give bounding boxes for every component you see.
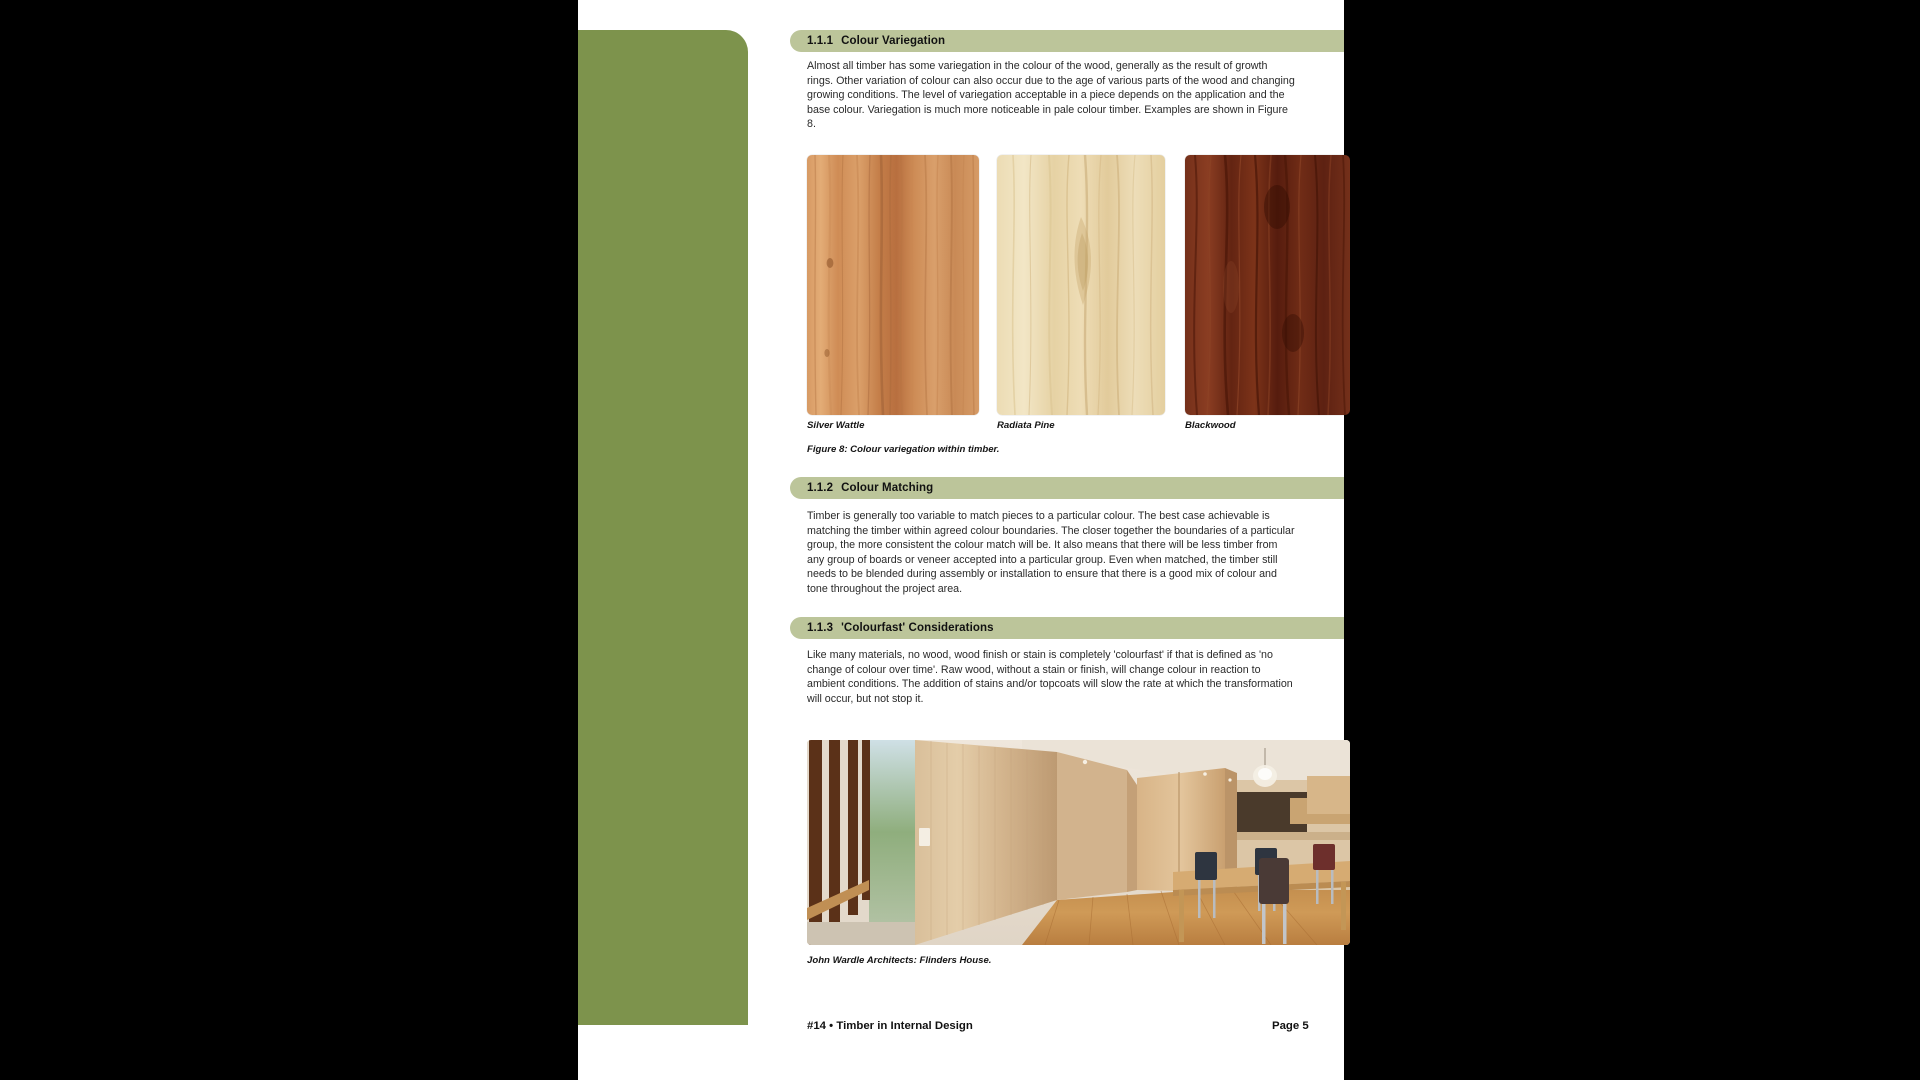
footer-page-number: Page 5 [1272, 1020, 1309, 1032]
caption-radiata-pine: Radiata Pine [997, 420, 1055, 431]
blackwood-grain [1185, 155, 1350, 415]
page-content-column [790, 0, 1344, 1080]
photo-caption: John Wardle Architects: Flinders House. [807, 955, 992, 966]
swatch-radiata-pine [997, 155, 1165, 415]
flinders-house-illustration [807, 740, 1350, 945]
section-heading-1-1-2 [790, 477, 1344, 499]
section-number: 1.1.3 [807, 622, 834, 634]
swatch-silver-wattle [807, 155, 979, 415]
swatch-blackwood [1185, 155, 1350, 415]
footer-publication: #14 • Timber in Internal Design [807, 1020, 973, 1032]
section-title: Colour Matching [841, 482, 934, 494]
section-number: 1.1.2 [807, 482, 834, 494]
radiata-pine-grain [997, 155, 1165, 415]
section-title: 'Colourfast' Considerations [841, 622, 994, 634]
paragraph-colour-variegation: Almost all timber has some variegation in the colour of the wood, generally as the result of growth rings. Other variation of colour can also occur due to the age of various parts of the wood and changing growing conditions. The level of variegation acceptable in a piece depends on the application and the base colour. Variegation is much more noticeable in pale colour timber. Examples are shown in Figure 8. [807, 60, 1295, 131]
section-heading-1-1-1 [790, 30, 1344, 52]
section-heading-1-1-3 [790, 617, 1344, 639]
paragraph-colourfast: Like many materials, no wood, wood finish or stain is completely 'colourfast' if that is defined as 'no change of colour over time'. Raw wood, without a stain or finish, will change colour in reaction to ambient conditions. The addition of stains and/or topcoats will slow the rate at which the transformation will occur, but not stop it. [807, 649, 1293, 705]
photo-flinders-house [807, 740, 1350, 945]
document-page [578, 0, 1344, 1080]
figure-8-caption: Figure 8: Colour variegation within timber. [807, 444, 1000, 455]
silver-wattle-grain [807, 155, 979, 415]
section-number: 1.1.1 [807, 35, 834, 47]
caption-silver-wattle: Silver Wattle [807, 420, 865, 431]
sidebar-green-panel [578, 30, 748, 1025]
paragraph-colour-matching: Timber is generally too variable to match pieces to a particular colour. The best case achievable is matching the timber within agreed colour boundaries. The closer together the boundaries of a particular group, the more consistent the colour match will be. It also means that there will be less timber from any group of boards or veneer accepted into a particular group. Even when matched, the timber still needs to be blended during assembly or installation to ensure that there is a good mix of colour and tone throughout the project area. [807, 510, 1295, 595]
caption-blackwood: Blackwood [1185, 420, 1236, 431]
section-title: Colour Variegation [841, 35, 946, 47]
